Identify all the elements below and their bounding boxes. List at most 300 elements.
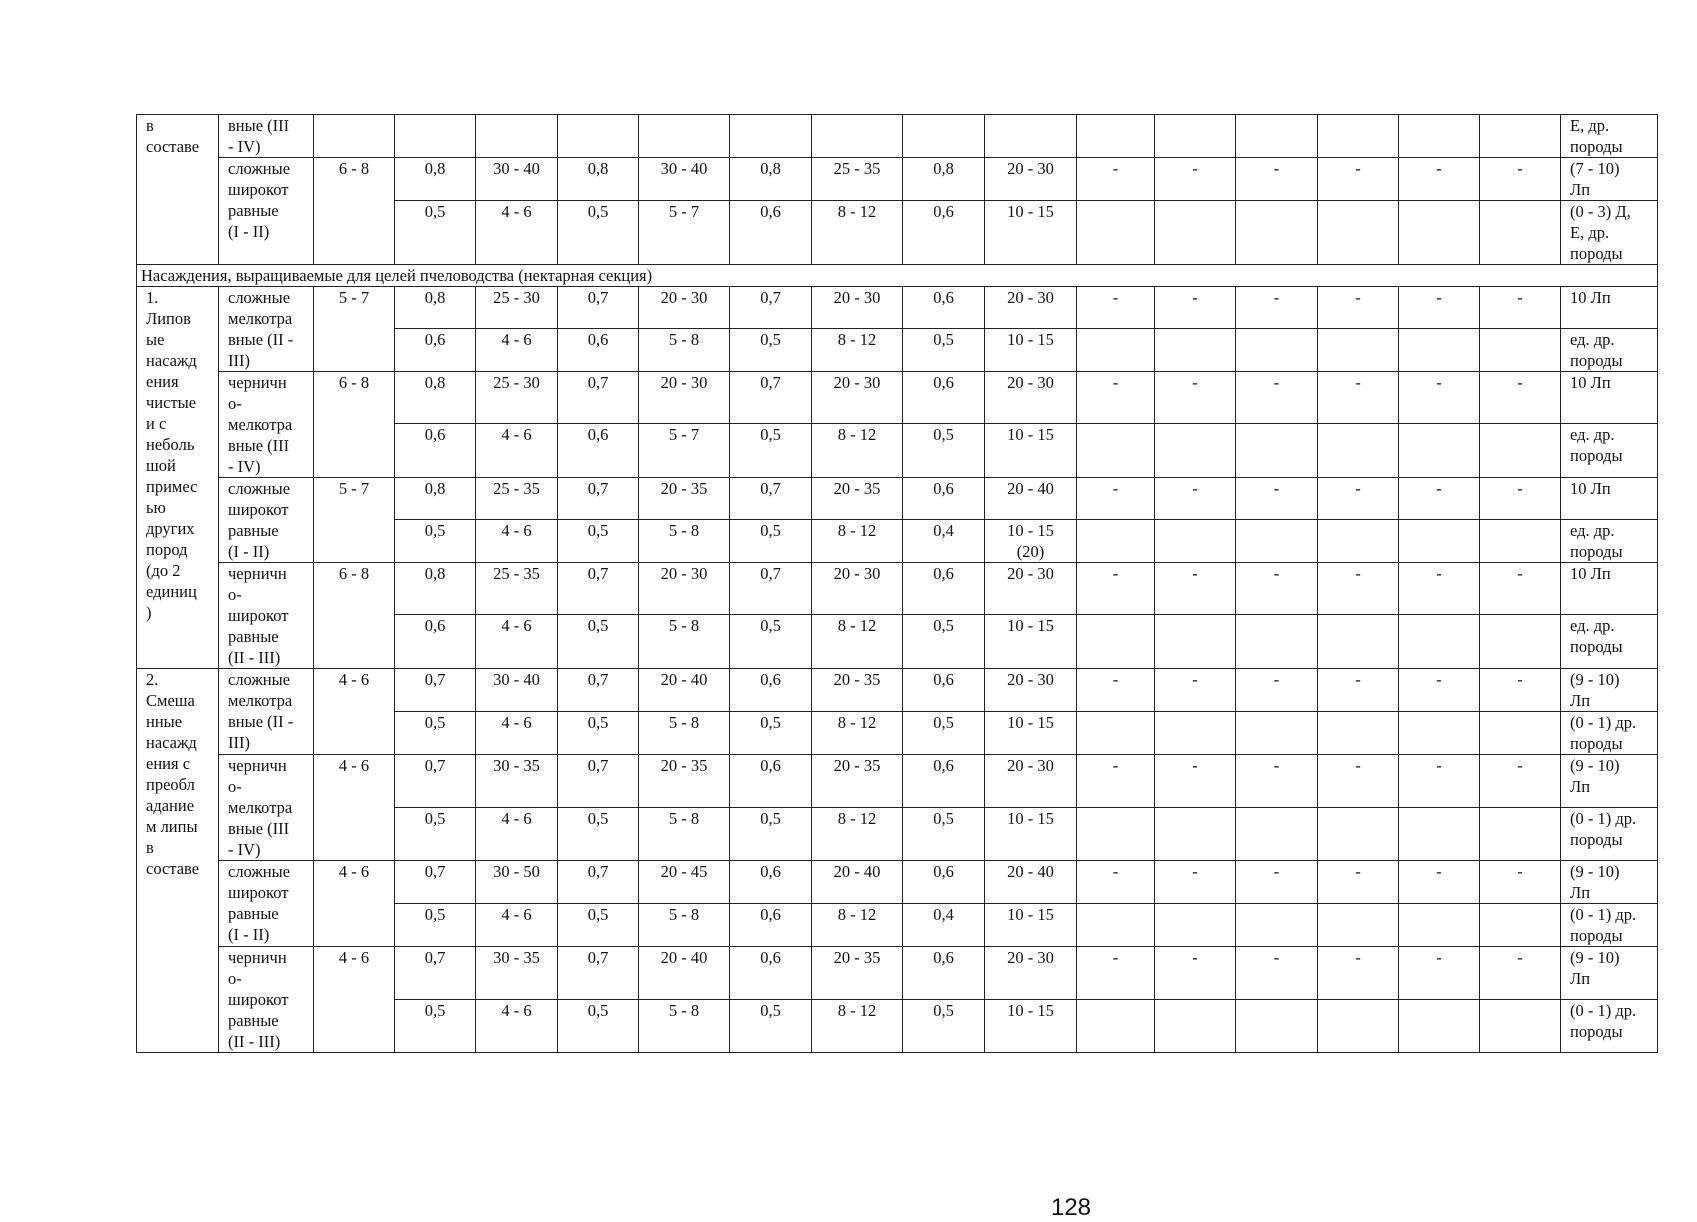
value-cell (1399, 329, 1480, 372)
value-cell: 0,6 (903, 861, 985, 904)
section-header: Насаждения, выращиваемые для целей пчеловодства (нектарная секция) (137, 265, 1658, 287)
value-cell: 0,8 (903, 158, 985, 201)
value-cell: - (1077, 755, 1155, 808)
value-cell: - (1236, 372, 1318, 424)
value-cell (1399, 115, 1480, 158)
forestry-norms-table (136, 114, 1658, 1053)
composition-cell: (0 - 1) др. породы (1561, 808, 1658, 861)
value-cell: 0,6 (730, 904, 812, 947)
value-cell (1077, 201, 1155, 265)
value-cell: - (1077, 158, 1155, 201)
period-cell: 4 - 6 (314, 669, 395, 755)
value-cell (1236, 712, 1318, 755)
value-cell: 0,5 (730, 808, 812, 861)
value-cell: 0,6 (903, 755, 985, 808)
value-cell: 20 - 30 (985, 287, 1077, 329)
value-cell: - (1399, 755, 1480, 808)
value-cell: 0,5 (903, 1000, 985, 1053)
value-cell: - (1399, 669, 1480, 712)
value-cell: 10 - 15 (985, 808, 1077, 861)
value-cell: - (1077, 669, 1155, 712)
value-cell (558, 115, 639, 158)
forest-type-cell: сложные мелкотра вные (II - III) (219, 669, 314, 755)
value-cell: 0,7 (558, 372, 639, 424)
composition-cell: (7 - 10) Лп (1561, 158, 1658, 201)
value-cell (1077, 808, 1155, 861)
value-cell: - (1236, 669, 1318, 712)
value-cell: 20 - 35 (812, 669, 903, 712)
value-cell (1318, 329, 1399, 372)
value-cell: - (1077, 947, 1155, 1000)
value-cell (1480, 904, 1561, 947)
value-cell: - (1155, 287, 1236, 329)
composition-cell: (9 - 10) Лп (1561, 755, 1658, 808)
value-cell: 0,6 (395, 329, 476, 372)
value-cell: - (1155, 947, 1236, 1000)
table-row (137, 115, 1658, 158)
value-cell: - (1480, 478, 1561, 520)
value-cell: 0,6 (730, 947, 812, 1000)
value-cell (1399, 904, 1480, 947)
forest-type-cell: сложные мелкотра вные (II - III) (219, 287, 314, 372)
value-cell: - (1480, 372, 1561, 424)
value-cell: 20 - 40 (985, 478, 1077, 520)
value-cell: - (1077, 861, 1155, 904)
value-cell: 10 - 15 (985, 201, 1077, 265)
value-cell (1480, 808, 1561, 861)
value-cell (1318, 904, 1399, 947)
value-cell: 0,5 (558, 1000, 639, 1053)
value-cell: 0,6 (903, 287, 985, 329)
value-cell: 0,5 (395, 808, 476, 861)
value-cell (1236, 115, 1318, 158)
composition-cell: 10 Лп (1561, 287, 1658, 329)
value-cell: 4 - 6 (476, 520, 558, 563)
value-cell (1155, 201, 1236, 265)
value-cell (1480, 1000, 1561, 1053)
value-cell: 0,7 (558, 563, 639, 615)
period-cell: 4 - 6 (314, 947, 395, 1053)
composition-cell: (9 - 10) Лп (1561, 861, 1658, 904)
value-cell: 20 - 30 (985, 563, 1077, 615)
value-cell: - (1480, 158, 1561, 201)
value-cell: 0,5 (730, 520, 812, 563)
forest-type-cell: сложные широкот равные (I - II) (219, 478, 314, 563)
value-cell: 0,8 (395, 287, 476, 329)
value-cell: - (1077, 372, 1155, 424)
period-cell: 6 - 8 (314, 372, 395, 478)
table-row (137, 755, 1658, 808)
value-cell: 0,5 (730, 1000, 812, 1053)
value-cell: 0,7 (395, 947, 476, 1000)
value-cell (1236, 615, 1318, 669)
value-cell: - (1236, 158, 1318, 201)
value-cell: 20 - 35 (639, 478, 730, 520)
value-cell: 0,6 (730, 201, 812, 265)
value-cell: - (1155, 158, 1236, 201)
page-number: 128 (1050, 1194, 1092, 1221)
value-cell: 20 - 45 (639, 861, 730, 904)
value-cell: - (1318, 947, 1399, 1000)
table-row (137, 669, 1658, 712)
value-cell: 0,8 (730, 158, 812, 201)
value-cell: 20 - 40 (639, 947, 730, 1000)
value-cell: 4 - 6 (476, 1000, 558, 1053)
table-row (137, 861, 1658, 904)
composition-cell: ед. др. породы (1561, 424, 1658, 478)
value-cell: 30 - 35 (476, 755, 558, 808)
value-cell (1155, 1000, 1236, 1053)
value-cell: 0,6 (730, 861, 812, 904)
value-cell: 0,5 (903, 615, 985, 669)
composition-cell: (9 - 10) Лп (1561, 669, 1658, 712)
value-cell: 0,7 (730, 478, 812, 520)
value-cell: - (1236, 478, 1318, 520)
value-cell (1077, 329, 1155, 372)
value-cell (1077, 115, 1155, 158)
forest-type-cell: черничн о- мелкотра вные (III - IV) (219, 372, 314, 478)
value-cell: 8 - 12 (812, 615, 903, 669)
forest-type-cell: сложные широкот равные (I - II) (219, 861, 314, 947)
composition-cell: (0 - 1) др. породы (1561, 712, 1658, 755)
value-cell: 0,7 (730, 287, 812, 329)
value-cell: - (1480, 861, 1561, 904)
value-cell: 0,5 (558, 712, 639, 755)
value-cell: 0,4 (903, 520, 985, 563)
value-cell: 0,5 (558, 520, 639, 563)
period-cell: 4 - 6 (314, 861, 395, 947)
value-cell: 0,7 (558, 755, 639, 808)
forest-type-cell: черничн о- широкот равные (II - III) (219, 947, 314, 1053)
value-cell (1399, 520, 1480, 563)
value-cell: - (1318, 372, 1399, 424)
value-cell: 0,7 (558, 478, 639, 520)
value-cell: 25 - 30 (476, 287, 558, 329)
value-cell: 10 - 15 (985, 904, 1077, 947)
value-cell (1155, 329, 1236, 372)
composition-cell: ед. др. породы (1561, 615, 1658, 669)
value-cell: 0,7 (558, 669, 639, 712)
table-row (137, 947, 1658, 1000)
value-cell: - (1480, 947, 1561, 1000)
value-cell (1399, 1000, 1480, 1053)
value-cell: - (1480, 563, 1561, 615)
value-cell: 0,6 (903, 478, 985, 520)
value-cell: - (1480, 287, 1561, 329)
section-header-row (137, 265, 1658, 287)
value-cell: 0,6 (903, 201, 985, 265)
value-cell: 0,5 (558, 615, 639, 669)
value-cell: - (1399, 947, 1480, 1000)
value-cell: 30 - 40 (476, 669, 558, 712)
value-cell (1077, 1000, 1155, 1053)
value-cell: 8 - 12 (812, 424, 903, 478)
value-cell: 20 - 40 (639, 669, 730, 712)
value-cell: 5 - 7 (639, 424, 730, 478)
value-cell: 10 - 15 (20) (985, 520, 1077, 563)
value-cell: 0,8 (558, 158, 639, 201)
period-cell: 6 - 8 (314, 158, 395, 265)
value-cell: - (1399, 287, 1480, 329)
composition-cell: (9 - 10) Лп (1561, 947, 1658, 1000)
value-cell (1480, 615, 1561, 669)
value-cell (1318, 520, 1399, 563)
value-cell (1318, 424, 1399, 478)
value-cell: - (1077, 287, 1155, 329)
value-cell (1480, 520, 1561, 563)
value-cell (1399, 424, 1480, 478)
value-cell: 0,6 (395, 424, 476, 478)
value-cell: 4 - 6 (476, 615, 558, 669)
value-cell: 0,6 (730, 669, 812, 712)
group-name-cell: 1. Липов ые насажд ения чистые и с неболь шой примес ью других пород (до 2 единиц ) (137, 287, 219, 669)
value-cell: 0,7 (730, 563, 812, 615)
composition-cell: 10 Лп (1561, 372, 1658, 424)
value-cell: 5 - 8 (639, 904, 730, 947)
value-cell: 5 - 8 (639, 520, 730, 563)
value-cell: 0,6 (903, 947, 985, 1000)
value-cell: 0,5 (395, 201, 476, 265)
composition-cell: 10 Лп (1561, 563, 1658, 615)
value-cell: - (1318, 478, 1399, 520)
value-cell: - (1318, 563, 1399, 615)
value-cell: 8 - 12 (812, 1000, 903, 1053)
value-cell: - (1399, 563, 1480, 615)
forest-type-cell: вные (III - IV) (219, 115, 314, 158)
value-cell: - (1155, 372, 1236, 424)
value-cell: 0,6 (558, 329, 639, 372)
value-cell: 10 - 15 (985, 712, 1077, 755)
value-cell: 20 - 30 (639, 372, 730, 424)
value-cell: 10 - 15 (985, 329, 1077, 372)
value-cell: 20 - 30 (812, 372, 903, 424)
value-cell: 20 - 35 (812, 478, 903, 520)
value-cell (1318, 808, 1399, 861)
value-cell: 25 - 30 (476, 372, 558, 424)
value-cell: 8 - 12 (812, 904, 903, 947)
value-cell: 20 - 35 (812, 947, 903, 1000)
value-cell: 25 - 35 (812, 158, 903, 201)
value-cell: 5 - 8 (639, 808, 730, 861)
value-cell: 0,5 (395, 1000, 476, 1053)
value-cell: - (1399, 158, 1480, 201)
value-cell (1155, 904, 1236, 947)
value-cell (1077, 712, 1155, 755)
value-cell: - (1236, 947, 1318, 1000)
value-cell: 25 - 35 (476, 478, 558, 520)
period-cell: 5 - 7 (314, 287, 395, 372)
value-cell: 8 - 12 (812, 712, 903, 755)
document-page (136, 114, 1658, 1221)
value-cell: 4 - 6 (476, 424, 558, 478)
value-cell (1155, 520, 1236, 563)
value-cell (1155, 115, 1236, 158)
composition-cell: ед. др. породы (1561, 520, 1658, 563)
value-cell: 30 - 50 (476, 861, 558, 904)
composition-cell: 10 Лп (1561, 478, 1658, 520)
table-row (137, 287, 1658, 329)
value-cell: 0,6 (558, 424, 639, 478)
value-cell: - (1318, 861, 1399, 904)
value-cell (639, 115, 730, 158)
value-cell (1077, 424, 1155, 478)
value-cell: - (1480, 755, 1561, 808)
value-cell: 0,5 (730, 329, 812, 372)
table-body (137, 115, 1658, 1053)
value-cell: 0,5 (903, 329, 985, 372)
value-cell (1155, 424, 1236, 478)
forest-type-cell: черничн о- мелкотра вные (III - IV) (219, 755, 314, 861)
value-cell: 20 - 30 (812, 287, 903, 329)
value-cell: 8 - 12 (812, 329, 903, 372)
value-cell: 20 - 30 (639, 287, 730, 329)
value-cell: - (1399, 478, 1480, 520)
value-cell (1318, 615, 1399, 669)
value-cell (1155, 712, 1236, 755)
composition-cell: ед. др. породы (1561, 329, 1658, 372)
value-cell (903, 115, 985, 158)
value-cell: 20 - 30 (639, 563, 730, 615)
value-cell: 4 - 6 (476, 808, 558, 861)
value-cell: 30 - 40 (476, 158, 558, 201)
value-cell: 20 - 35 (639, 755, 730, 808)
value-cell (730, 115, 812, 158)
value-cell: 5 - 8 (639, 1000, 730, 1053)
value-cell: 0,8 (395, 563, 476, 615)
value-cell: 0,6 (903, 372, 985, 424)
value-cell: - (1399, 861, 1480, 904)
group-name-cell: в составе (137, 115, 219, 265)
value-cell: - (1077, 563, 1155, 615)
value-cell: 0,5 (730, 424, 812, 478)
value-cell: 0,5 (730, 615, 812, 669)
value-cell (1318, 115, 1399, 158)
value-cell (1480, 329, 1561, 372)
value-cell: 20 - 30 (985, 372, 1077, 424)
table-row (137, 372, 1658, 424)
table-row (137, 478, 1658, 520)
value-cell: 5 - 8 (639, 329, 730, 372)
value-cell: 0,5 (395, 904, 476, 947)
value-cell (1480, 424, 1561, 478)
value-cell: 10 - 15 (985, 1000, 1077, 1053)
value-cell: 0,5 (395, 712, 476, 755)
value-cell: 20 - 30 (985, 669, 1077, 712)
value-cell: 25 - 35 (476, 563, 558, 615)
value-cell (1236, 424, 1318, 478)
value-cell (1318, 201, 1399, 265)
value-cell: - (1236, 287, 1318, 329)
value-cell: 0,5 (903, 808, 985, 861)
value-cell: 0,5 (558, 904, 639, 947)
value-cell: 5 - 8 (639, 615, 730, 669)
value-cell (1077, 520, 1155, 563)
value-cell: - (1155, 669, 1236, 712)
value-cell: - (1318, 287, 1399, 329)
value-cell: - (1155, 755, 1236, 808)
composition-cell: Е, др. породы (1561, 115, 1658, 158)
value-cell (476, 115, 558, 158)
value-cell: - (1155, 563, 1236, 615)
value-cell (1318, 1000, 1399, 1053)
value-cell: 0,7 (395, 755, 476, 808)
value-cell: - (1236, 563, 1318, 615)
value-cell (1399, 808, 1480, 861)
value-cell: 4 - 6 (476, 329, 558, 372)
value-cell: 0,6 (903, 563, 985, 615)
value-cell: 20 - 30 (985, 755, 1077, 808)
value-cell: - (1318, 669, 1399, 712)
composition-cell: (0 - 1) др. породы (1561, 1000, 1658, 1053)
value-cell (1236, 808, 1318, 861)
period-cell: 4 - 6 (314, 755, 395, 861)
value-cell: 10 - 15 (985, 615, 1077, 669)
value-cell (395, 115, 476, 158)
value-cell: 4 - 6 (476, 201, 558, 265)
value-cell (1399, 615, 1480, 669)
composition-cell: (0 - 3) Д, Е, др. породы (1561, 201, 1658, 265)
value-cell: - (1155, 478, 1236, 520)
value-cell: 0,7 (395, 669, 476, 712)
value-cell: 10 - 15 (985, 424, 1077, 478)
value-cell: 0,5 (730, 712, 812, 755)
period-cell: 6 - 8 (314, 563, 395, 669)
value-cell: 0,8 (395, 372, 476, 424)
value-cell (812, 115, 903, 158)
period-cell: 5 - 7 (314, 478, 395, 563)
value-cell: 5 - 8 (639, 712, 730, 755)
period-cell (314, 115, 395, 158)
value-cell (1480, 712, 1561, 755)
value-cell: 20 - 30 (985, 947, 1077, 1000)
value-cell: 0,7 (558, 861, 639, 904)
forest-type-cell: черничн о- широкот равные (II - III) (219, 563, 314, 669)
value-cell (1399, 712, 1480, 755)
value-cell: 30 - 40 (639, 158, 730, 201)
value-cell: 0,7 (395, 861, 476, 904)
value-cell: 5 - 7 (639, 201, 730, 265)
value-cell: 0,7 (558, 947, 639, 1000)
value-cell: 0,8 (395, 478, 476, 520)
forest-type-cell: сложные широкот равные (I - II) (219, 158, 314, 265)
value-cell: 30 - 35 (476, 947, 558, 1000)
value-cell: 0,5 (395, 520, 476, 563)
value-cell: 0,4 (903, 904, 985, 947)
value-cell: 20 - 40 (985, 861, 1077, 904)
value-cell: 8 - 12 (812, 201, 903, 265)
value-cell: 0,5 (558, 201, 639, 265)
value-cell (1236, 329, 1318, 372)
value-cell: - (1236, 755, 1318, 808)
value-cell: 20 - 30 (812, 563, 903, 615)
value-cell (1077, 615, 1155, 669)
value-cell (1236, 904, 1318, 947)
value-cell (985, 115, 1077, 158)
value-cell (1236, 520, 1318, 563)
value-cell: 0,7 (730, 372, 812, 424)
value-cell: 0,6 (730, 755, 812, 808)
value-cell: 0,5 (558, 808, 639, 861)
value-cell: - (1318, 755, 1399, 808)
value-cell: 20 - 35 (812, 755, 903, 808)
value-cell: 4 - 6 (476, 712, 558, 755)
value-cell (1236, 201, 1318, 265)
value-cell: - (1077, 478, 1155, 520)
value-cell: 8 - 12 (812, 520, 903, 563)
composition-cell: (0 - 1) др. породы (1561, 904, 1658, 947)
value-cell (1399, 201, 1480, 265)
value-cell: - (1236, 861, 1318, 904)
